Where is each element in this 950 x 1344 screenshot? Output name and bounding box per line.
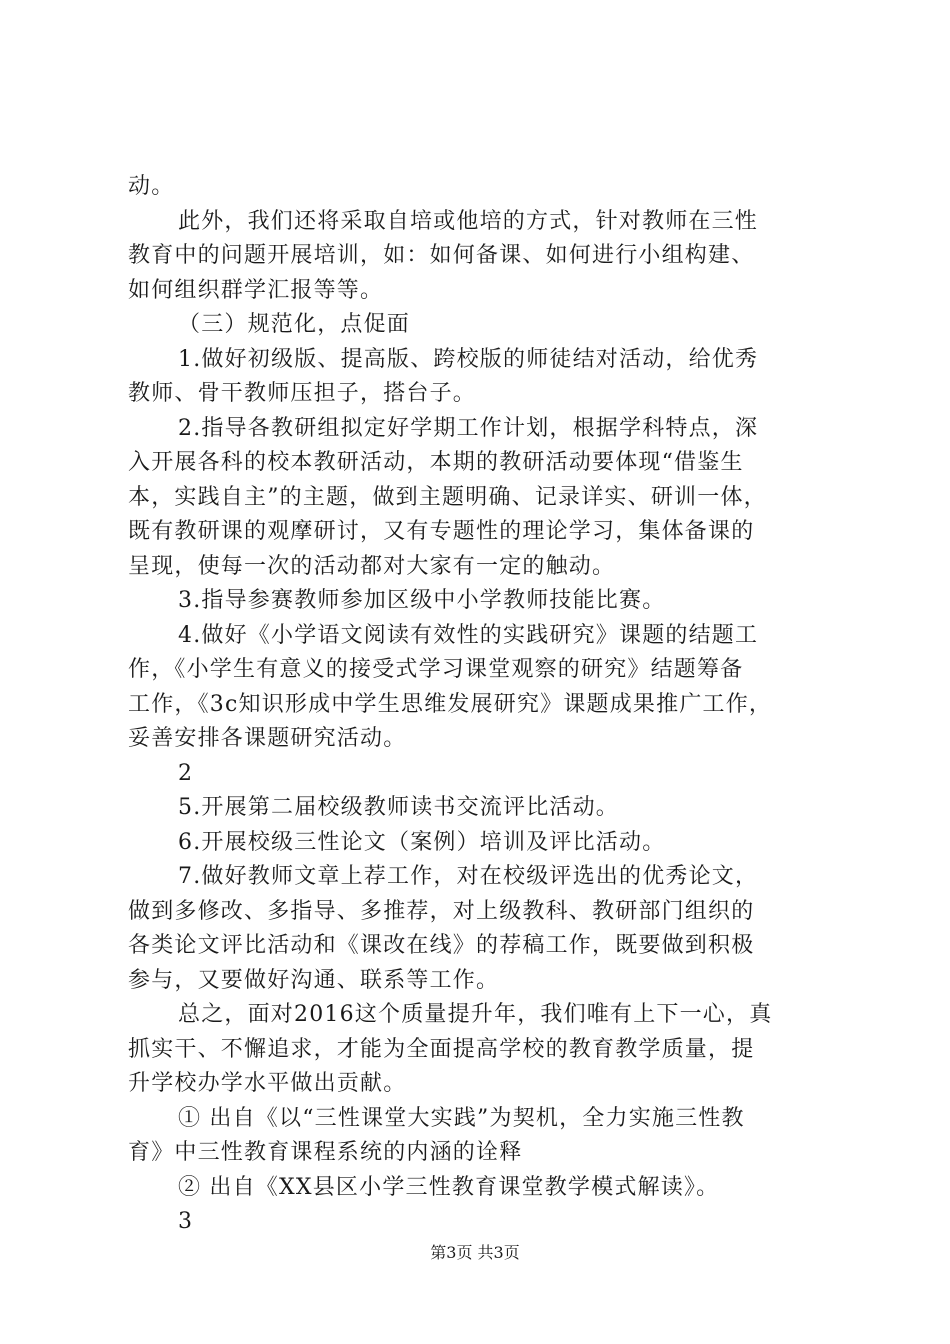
text-line: 教育中的问题开展培训，如：如何备课、如何进行小组构建、 <box>128 243 755 268</box>
text-line: 各类论文评比活动和《课改在线》的荐稿工作，既要做到积极 <box>128 933 755 958</box>
text-line: 此外，我们还将采取自培或他培的方式，针对教师在三性 <box>178 208 759 234</box>
text-line: 6.开展校级三性论文（案例）培训及评比活动。 <box>178 829 666 855</box>
text-line: 3 <box>178 1209 194 1234</box>
text-line: 4.做好《小学语文阅读有效性的实践研究》课题的结题工 <box>178 622 759 648</box>
text-line: 本，实践自主”的主题，做到主题明确、记录详实、研训一体， <box>128 484 767 510</box>
text-line: 2 <box>178 760 194 786</box>
text-line: 工作，《3c知识形成中学生思维发展研究》课题成果推广工作， <box>128 691 773 717</box>
text-line: 教师、骨干教师压担子，搭台子。 <box>128 381 477 406</box>
text-line: 既有教研课的观摩研讨，又有专题性的理论学习，集体备课的 <box>128 519 755 544</box>
text-line: 1.做好初级版、提高版、跨校版的师徒结对活动，给优秀 <box>178 346 759 372</box>
text-line: 2.指导各教研组拟定好学期工作计划，根据学科特点，深 <box>178 415 759 441</box>
text-line: 升学校办学水平做出贡献。 <box>128 1071 407 1096</box>
text-line: 3.指导参赛教师参加区级中小学教师技能比赛。 <box>178 588 666 613</box>
text-line: 抓实干、不懈追求，才能为全面提高学校的教育教学质量，提 <box>128 1036 755 1062</box>
text-line: 5.开展第二届校级教师读书交流评比活动。 <box>178 795 619 820</box>
text-line: 总之，面对2016这个质量提升年，我们唯有上下一心，真 <box>178 1002 773 1027</box>
text-line: 作，《小学生有意义的接受式学习课堂观察的研究》结题筹备 <box>128 657 744 682</box>
text-line: 参与，又要做好沟通、联系等工作。 <box>128 967 500 993</box>
text-line: 入开展各科的校本教研活动，本期的教研活动要体现“借鉴生 <box>128 450 744 475</box>
text-line: ① 出自《以“三性课堂大实践”为契机，全力实施三性教 <box>178 1105 745 1131</box>
text-line: 育》中三性教育课程系统的内涵的诠释 <box>128 1140 523 1165</box>
text-line: 动。 <box>128 174 175 199</box>
text-line: 呈现，使每一次的活动都对大家有一定的触动。 <box>128 553 616 579</box>
text-line: 如何组织群学汇报等等。 <box>128 277 384 303</box>
page-footer: 第3页 共3页 <box>430 1243 520 1262</box>
text-line: 做到多修改、多指导、多推荐，对上级教科、教研部门组织的 <box>128 898 755 924</box>
text-line: （三）规范化，点促面 <box>178 312 411 337</box>
text-line: 妥善安排各课题研究活动。 <box>128 726 407 751</box>
body-text <box>128 170 838 1240</box>
text-line: ② 出自《XX县区小学三性教育课堂教学模式解读》。 <box>178 1174 720 1200</box>
text-line: 7.做好教师文章上荐工作，对在校级评选出的优秀论文， <box>178 864 759 889</box>
